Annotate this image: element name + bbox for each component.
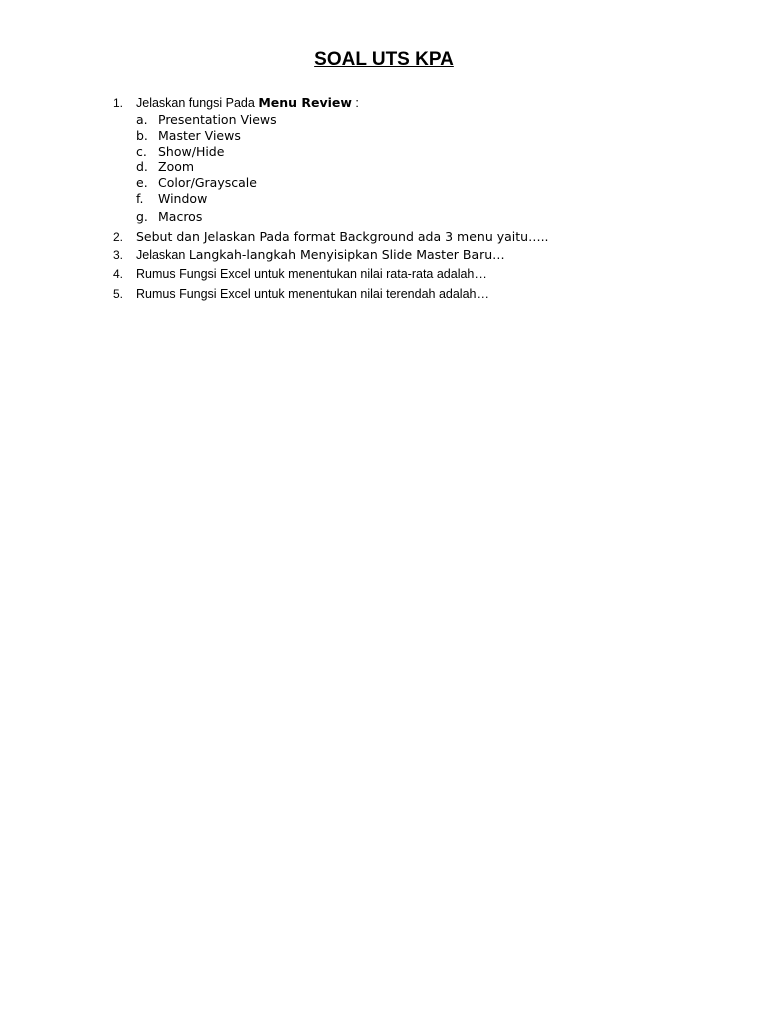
question-text	[136, 247, 505, 263]
question-number: 1.	[113, 96, 124, 110]
sub-item-text: Show/Hide	[158, 144, 225, 159]
sub-item-letter: b.	[136, 128, 148, 143]
sub-item-text: Zoom	[158, 159, 195, 174]
question-text-prefix: Jelaskan	[136, 248, 189, 262]
question-text: Rumus Fungsi Excel untuk menentukan nilai rata-rata adalah…	[136, 267, 487, 281]
sub-item-letter: d.	[136, 159, 148, 174]
sub-item-text: Macros	[158, 209, 203, 224]
sub-item-text: Master Views	[158, 128, 241, 143]
question-text-rest: Langkah-langkah Menyisipkan Slide Master Baru…	[188, 247, 505, 262]
document-title: SOAL UTS KPA	[314, 49, 454, 70]
sub-item-letter: g.	[136, 209, 148, 224]
sub-item-letter: a.	[136, 112, 148, 127]
question-number: 3.	[113, 248, 124, 262]
question-text-suffix: :	[351, 96, 359, 110]
question-text-prefix: Jelaskan fungsi Pada	[136, 96, 259, 110]
question-text-bold: Menu Review	[258, 95, 352, 110]
question-text: Rumus Fungsi Excel untuk menentukan nilai terendah adalah…	[136, 287, 489, 301]
question-number: 5.	[113, 287, 124, 301]
question-text: Sebut dan Jelaskan Pada format Background ada 3 menu yaitu…..	[136, 229, 549, 244]
sub-item-text: Window	[158, 191, 208, 206]
sub-item-letter: c.	[136, 144, 147, 159]
question-text	[136, 95, 359, 111]
sub-item-letter: e.	[136, 175, 148, 190]
question-number: 2.	[113, 230, 124, 244]
question-number: 4.	[113, 267, 124, 281]
sub-item-text: Color/Grayscale	[158, 175, 257, 190]
sub-item-text: Presentation Views	[158, 112, 277, 127]
sub-item-letter: f.	[136, 191, 144, 206]
